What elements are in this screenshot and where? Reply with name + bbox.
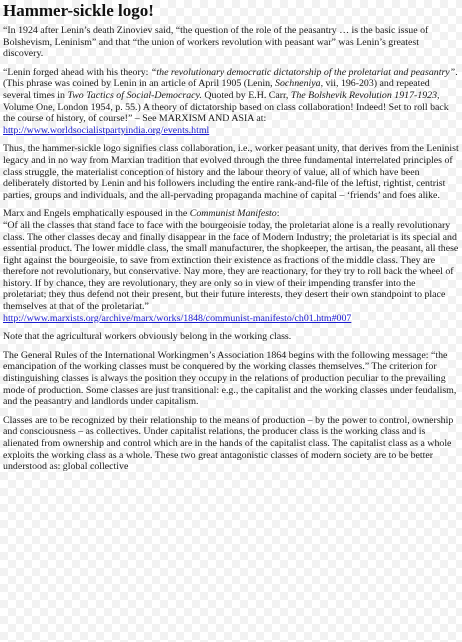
paragraph-hammer-sickle: Thus, the hammer-sickle logo signifies class collaboration, i.e., worker peasant unity, that derives from the Leninist legacy and in no way from Marxian tradition that evolved through the three fundamental interrelated principles of class struggle, the materialist conception of history and the labour theory of value, all of which have been deliberately distorted by Lenin and his followers including the entire rank-and-file of the leftist, rightist, centrist parties, groups and individuals, and the all-pervading propaganda machine of capital – ‘friends’ and foes alike. <box>3 143 459 201</box>
paragraph-classes: Classes are to be recognized by their relationship to the means of production – by the power to control, ownership and consciousness – as collectives. Under capitalist relations, the producer class is the working class and is alienated from ownership and control which are in the hands of the capitalist class. The capitalist class as a whole exploits the working class as a whole. These two great antagonistic classes of modern society are to be better understood as: global collective <box>3 414 454 473</box>
paragraph-lenin-theory <box>3 67 459 137</box>
document-body <box>3 0 459 480</box>
text: Quoted by E.H. Carr, <box>201 89 291 101</box>
paragraph-zinoviev-quote: “In 1924 after Lenin’s death Zinoviev said, “the question of the role of the peasantry … is the basic issue of Bolshevism, Leninism” and that “the union of workers revolution with peasant war” was Lenin’s greatest discovery. <box>3 25 429 60</box>
text: : <box>276 208 280 220</box>
quote-italic: “the revolutionary democratic dictatorship of the proletariat and peasantry” <box>150 66 456 78</box>
book-title: Communist Manifesto <box>189 208 277 220</box>
paragraph-general-rules: The General Rules of the International Workingmen’s Association 1864 begins with the following message: “the emancipation of the working classes must be conquered by the working classes themselves.” The criterion for distinguishing classes is always the position they occupy in the relations of production peculiar to the prevailing mode of production. Some classes are just transitional: e.g., the capitalist and the working classes under feudalism, and the peasantry and landlords under capitalism. <box>3 349 457 408</box>
text: . (This phrase was coined by Lenin in an article of April 1905 (Lenin, <box>3 66 458 90</box>
link-worldsocialistparty[interactable]: http://www.worldsocialistpartyindia.org/events.html <box>3 124 210 136</box>
page-title: Hammer-sickle logo! <box>3 1 154 20</box>
book-title: The Bolshevik Revolution 1917-1923, <box>290 89 440 101</box>
text: Marx and Engels emphatically espoused in the <box>3 208 190 220</box>
paragraph-communist-manifesto <box>3 208 459 324</box>
text: Volume One, London 1954, p. 55.) A theory of dictatorship based on class collaboration! Indeed! Set to roll back the course of history, of course!” – See MARXISM AND ASIA at: <box>3 101 449 125</box>
text: vii, 196-203) and repeated several times in <box>3 78 430 101</box>
book-title: Sochneniya, <box>275 78 324 90</box>
manifesto-quote: “Of all the classes that stand face to face with the bourgeoisie today, the proletariat alone is a really revolutionary class. The other classes decay and finally disappear in the face of Modern Industry; the proletariat is its special and essential product. The lower middle class, the small manufacturer, the shopkeeper, the artisan, the peasant, all these fight against the bourgeoisie, to save from extinction their existence as fractions of the middle class. They are therefore not revolutionary, but conservative. Nay more, they are reactionary, for they try to roll back the wheel of history. If by chance, they are revolutionary, they are only so in view of their impending transfer into the proletariat; they thus defend not their present, but their future interests, they desert their own standpoint to place themselves at that of the proletariat.” <box>3 219 459 313</box>
text: “Lenin forged ahead with his theory: <box>3 66 151 78</box>
paragraph-agricultural-workers: Note that the agricultural workers obviously belong in the working class. <box>3 331 292 343</box>
link-marxists-manifesto[interactable]: http://www.marxists.org/archive/marx/works/1848/communist-manifesto/ch01.htm#007 <box>3 312 352 324</box>
book-title: Two Tactics of Social-Democracy. <box>67 89 202 101</box>
